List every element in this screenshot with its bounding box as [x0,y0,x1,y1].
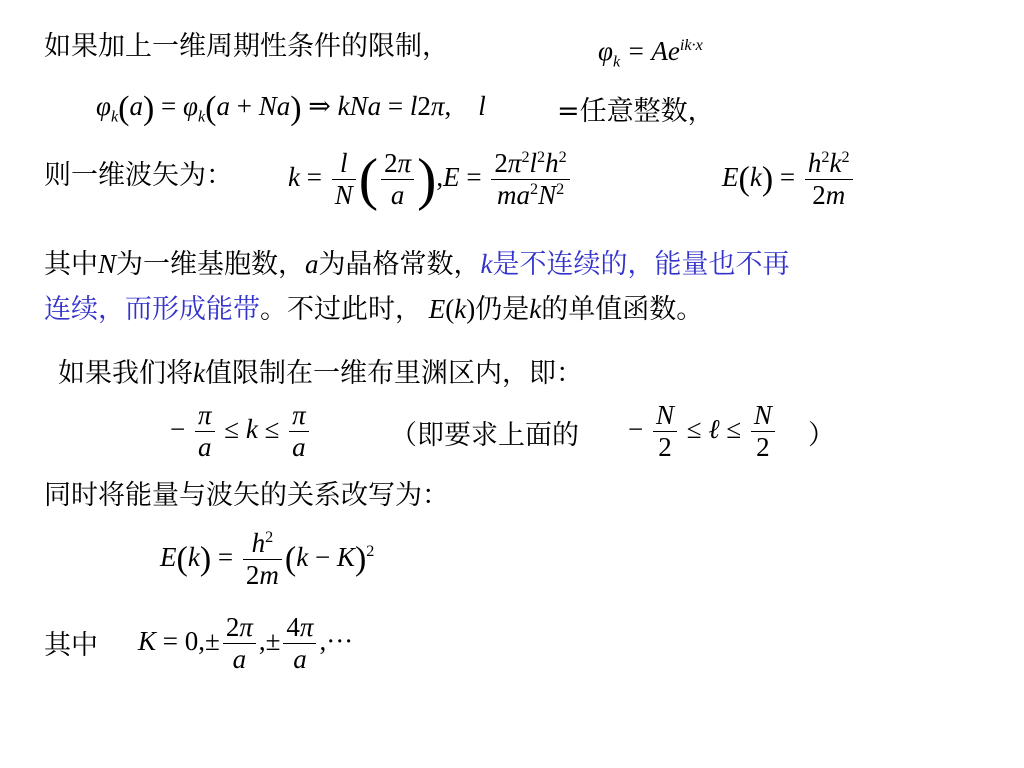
text-line-7-open [390,422,579,449]
text-line-6: 如果我们将k值限制在一维布里渊区内，即： [58,358,583,389]
text-line-3 [44,162,233,189]
text-segment: 值限制在一维布里渊区内，即： [204,358,583,389]
text-line-8 [44,482,449,509]
equation-k-and-energy: k = $\frac{l}{N}$ ( $\frac{2\pi}{a}$ ),E = $\frac{2\pi^2l^2h^2}{ma^2N^2}$ [288,148,573,211]
text-segment: 如果我们将 [58,358,193,389]
text-segment: 的单值函数。 [541,294,704,325]
text-segment: 为一维基胞数， [116,249,306,280]
wavevector-intro-text: 则一维波矢为： [44,160,233,191]
equation-reciprocal-vectors: K = 0,± $\frac{2\pi}{a}$ ,± $\frac{4\pi}{a}$ ,··· [138,612,354,675]
equation-l-range: − $\frac{N}{2}$ ≤ ℓ ≤ $\frac{N}{2}$ [628,400,778,463]
text-segment: 其中 [44,630,98,661]
text-line-4: 其中N为一维基胞数，a为晶格常数，k是不连续的，能量也不再 [44,249,790,280]
highlight-text: 连续，而形成能带 [44,294,260,325]
highlight-text: 是不连续的，能量也不再 [492,249,790,280]
equation-wavefunction: $\varphi_k = Ae^{ik\cdot x}$ [598,36,703,71]
text-line-5: 连续，而形成能带。不过此时， E(k)仍是k的单值函数。 [44,294,704,325]
periodic-condition-text: 如果加上一维周期性条件的限制， [44,31,449,62]
text-segment: ） [808,420,835,451]
text-segment: 仍是 [475,294,530,325]
text-segment: （即要求上面的 [390,420,579,451]
text-line-10 [44,632,98,659]
integer-condition-text [557,98,715,125]
equation-periodic-boundary: $\varphi_k(a) = \varphi_k(a + Na)$ ⇒ kNa = l2π, l [96,90,486,127]
text-segment: 同时将能量与波矢的关系改写为： [44,480,449,511]
text-segment: 为晶格常数， [318,249,481,280]
equation-energy-k: E(k) = $\frac{h^2k^2}{2m}$ [722,148,856,211]
text-line-1 [44,33,449,60]
equation-reduced-energy: E(k) = $\frac{h^2}{2m}$ $(k - K)^2$ [160,528,375,591]
text-segment: 。不过此时， [260,294,422,325]
text-line-7-close [808,422,835,449]
equation-brillouin-zone: − $\frac{\pi}{a}$ ≤ k ≤ $\frac{\pi}{a}$ [170,400,312,463]
arbitrary-integer-label: =任意整数， [557,96,715,127]
text-segment: 其中 [44,249,98,280]
